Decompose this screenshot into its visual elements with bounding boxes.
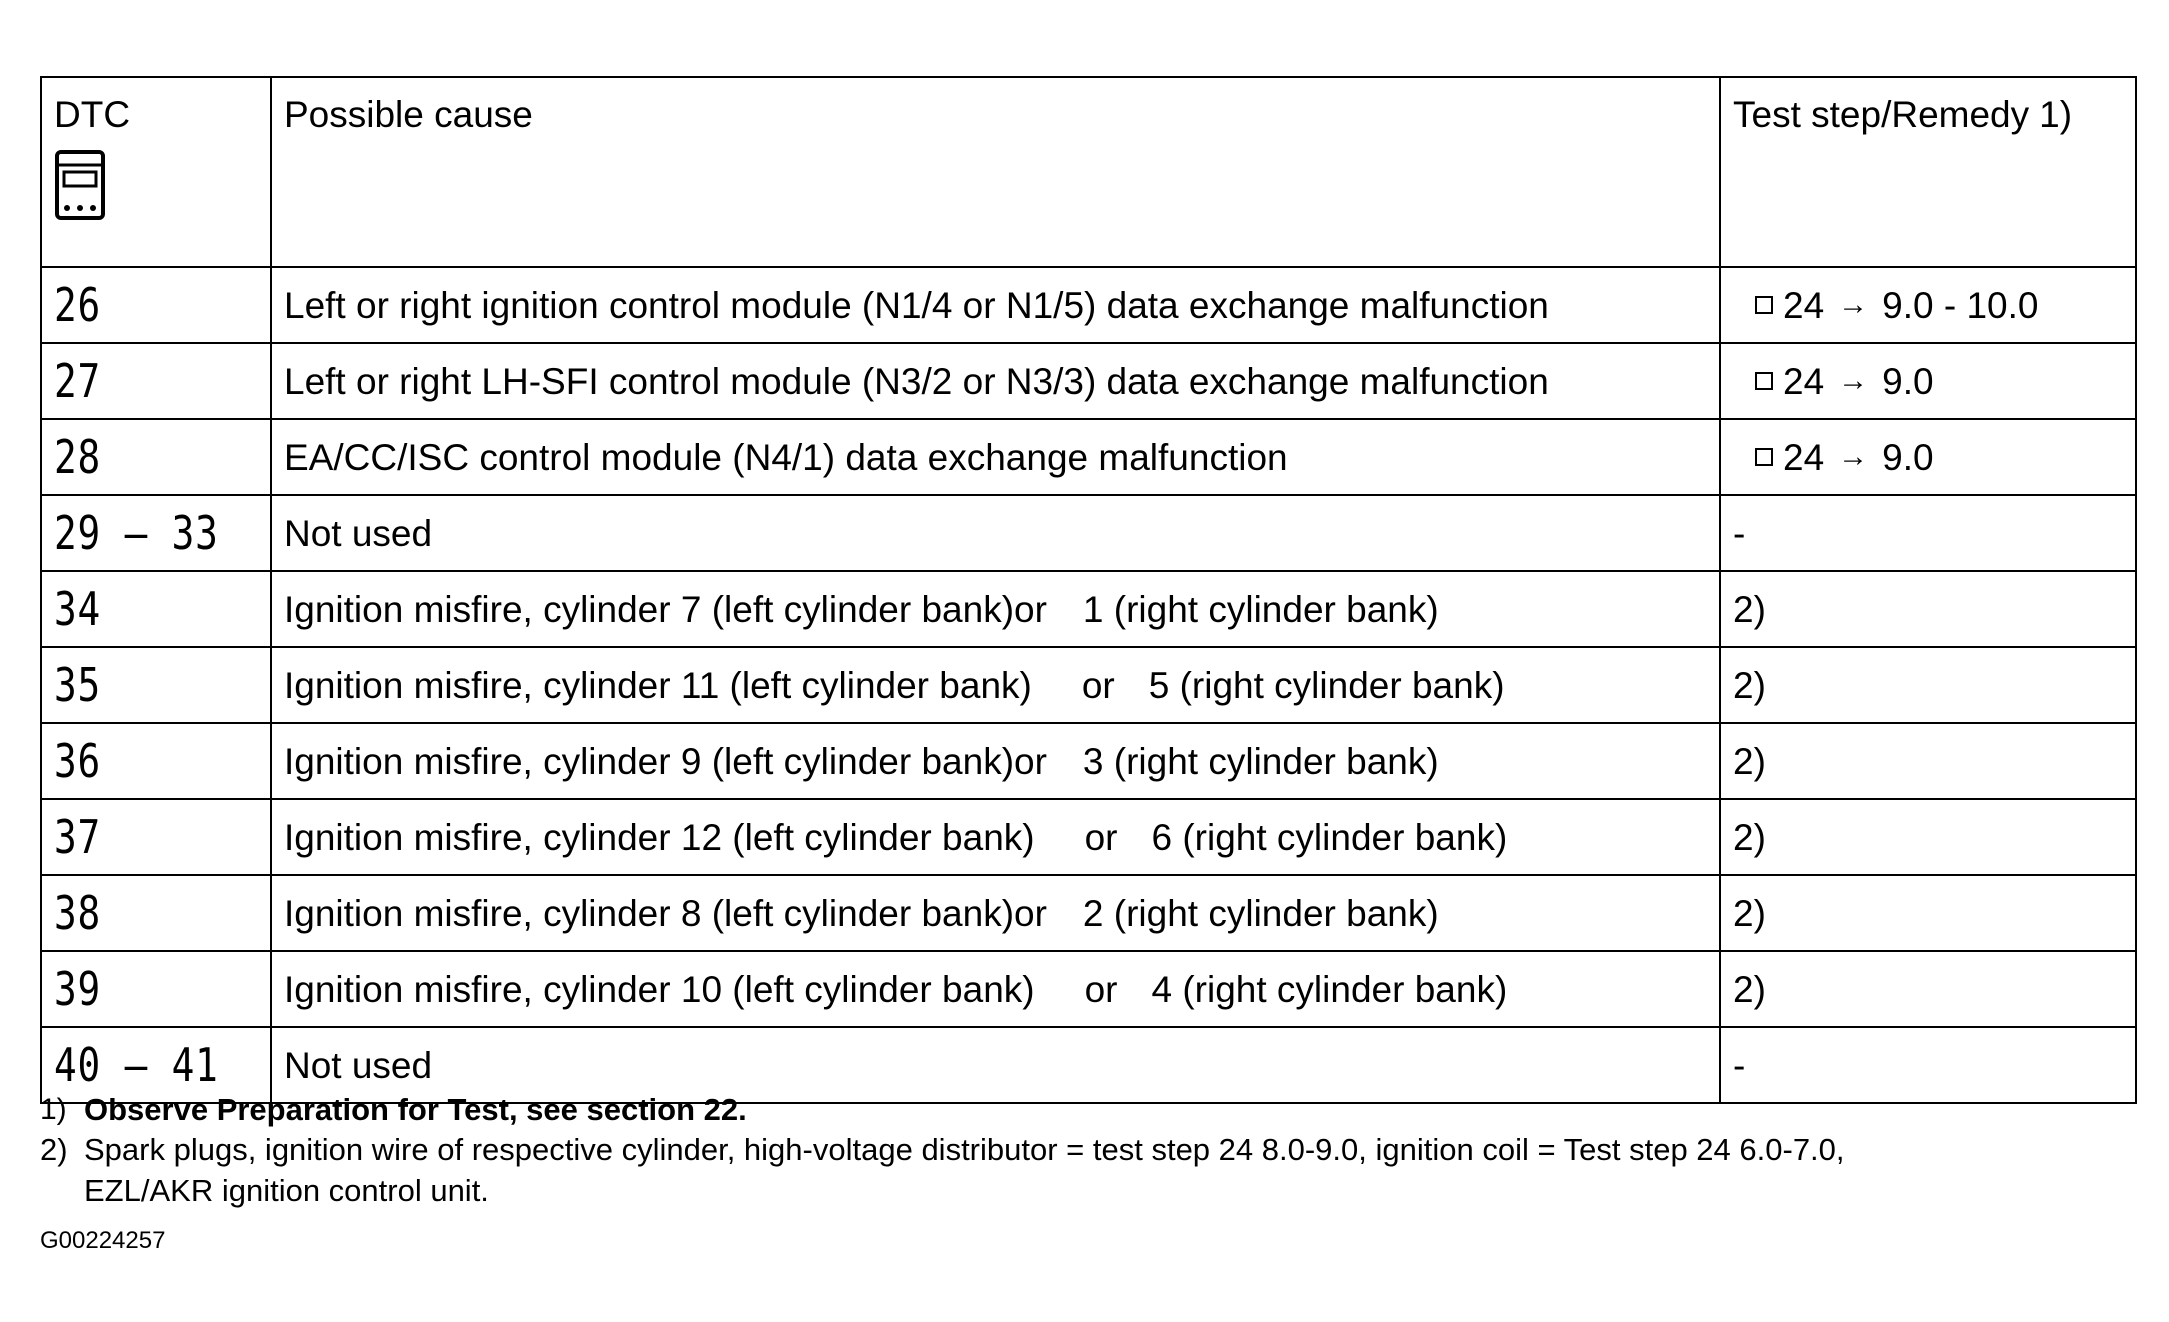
footnote-2	[40, 1130, 1845, 1211]
remedy-value: 9.0	[1882, 436, 1934, 478]
table-row	[41, 419, 2136, 495]
footnote-2-number: 2)	[40, 1132, 68, 1168]
cause-or: or	[1084, 816, 1118, 858]
square-box-icon	[1755, 372, 1773, 390]
square-box-icon	[1755, 296, 1773, 314]
cause-or: or	[1084, 968, 1118, 1010]
remedy-footnote-ref: 2)	[1733, 816, 1766, 858]
cause-text: Not used	[284, 1044, 433, 1086]
table-row	[41, 647, 2136, 723]
remedy-cell	[1733, 436, 2123, 478]
dtc-table	[40, 76, 2137, 1104]
cause-text: Ignition misfire, cylinder 7 (left cylinder bank)or	[284, 588, 1047, 630]
remedy-footnote-ref: 2)	[1733, 740, 1766, 782]
footnote-2-line-1: Spark plugs, ignition wire of respective cylinder, high-voltage distributor = test step 24 8.0-9.0, ignition coil = Test step 24 6.0-7.0,	[84, 1132, 1845, 1168]
footnote-2-line-2: EZL/AKR ignition control unit.	[84, 1172, 489, 1208]
dtc-code: 28	[54, 430, 102, 484]
remedy-step: 24	[1783, 284, 1825, 326]
impulse-counter-icon	[54, 149, 106, 221]
header-remedy-cell	[1720, 77, 2136, 267]
table-row	[41, 951, 2136, 1027]
dtc-code: 40 – 41	[54, 1038, 219, 1092]
remedy-footnote-ref: 2)	[1733, 968, 1766, 1010]
footnote-1	[40, 1090, 1845, 1130]
remedy-cell	[1733, 284, 2123, 326]
dtc-code: 29 – 33	[54, 506, 219, 560]
header-cause: Possible cause	[284, 94, 533, 135]
cause-text-right-bank: 3 (right cylinder bank)	[1082, 740, 1439, 782]
remedy-value: 9.0	[1882, 360, 1934, 402]
remedy-footnote-ref: 2)	[1733, 588, 1766, 630]
remedy-footnote-ref: 2)	[1733, 664, 1766, 706]
footnote-1-number: 1)	[40, 1093, 67, 1126]
footnotes	[40, 1090, 1845, 1211]
table-row	[41, 799, 2136, 875]
dtc-code: 26	[54, 278, 102, 332]
square-box-icon	[1755, 448, 1773, 466]
document-id: G00224257	[40, 1227, 166, 1254]
cause-text: Ignition misfire, cylinder 12 (left cylinder bank)	[284, 816, 1035, 858]
footnote-1-text: Observe Preparation for Test, see section 22.	[84, 1092, 747, 1127]
table-row	[41, 495, 2136, 571]
cause-text: EA/CC/ISC control module (N4/1) data exchange malfunction	[284, 436, 1288, 478]
dtc-code: 39	[54, 962, 102, 1016]
remedy-footnote-ref: 2)	[1733, 892, 1766, 934]
cause-text-right-bank: 1 (right cylinder bank)	[1082, 588, 1439, 630]
dtc-code: 37	[54, 810, 102, 864]
remedy-cell	[1733, 360, 2123, 402]
remedy-step: 24	[1783, 360, 1825, 402]
cause-text-right-bank: 2 (right cylinder bank)	[1082, 892, 1439, 934]
cause-text: Ignition misfire, cylinder 8 (left cylinder bank)or	[284, 892, 1047, 934]
cause-text-right-bank: 5 (right cylinder bank)	[1148, 664, 1505, 706]
remedy-text: -	[1733, 1044, 1746, 1086]
remedy-value: 9.0 - 10.0	[1882, 284, 2039, 326]
remedy-step: 24	[1783, 436, 1825, 478]
table-row	[41, 267, 2136, 343]
arrow-right-icon: →	[1838, 440, 1869, 473]
cause-or: or	[1081, 664, 1115, 706]
dtc-code: 35	[54, 658, 102, 712]
cause-text: Ignition misfire, cylinder 11 (left cylinder bank)	[284, 664, 1032, 706]
table-row	[41, 571, 2136, 647]
dtc-code: 34	[54, 582, 102, 636]
remedy-text: -	[1733, 512, 1746, 554]
cause-text-right-bank: 6 (right cylinder bank)	[1151, 816, 1508, 858]
cause-text: Left or right ignition control module (N1/4 or N1/5) data exchange malfunction	[284, 284, 1549, 326]
header-remedy: Test step/Remedy	[1733, 94, 2030, 135]
table-row	[41, 343, 2136, 419]
cause-text: Left or right LH-SFI control module (N3/2 or N3/3) data exchange malfunction	[284, 360, 1549, 402]
header-cause-cell	[271, 77, 1720, 267]
header-dtc: DTC	[54, 94, 131, 135]
cause-text-right-bank: 4 (right cylinder bank)	[1151, 968, 1508, 1010]
dtc-code: 27	[54, 354, 102, 408]
header-remedy-footnote-ref: 1)	[2039, 94, 2073, 135]
dtc-code: 38	[54, 886, 102, 940]
table-row	[41, 723, 2136, 799]
table-row	[41, 875, 2136, 951]
dtc-code: 36	[54, 734, 102, 788]
cause-text: Ignition misfire, cylinder 10 (left cylinder bank)	[284, 968, 1035, 1010]
cause-text: Not used	[284, 512, 433, 554]
arrow-right-icon: →	[1838, 364, 1869, 397]
header-dtc-cell	[41, 77, 271, 267]
arrow-right-icon: →	[1838, 288, 1869, 321]
table-header-row	[41, 77, 2136, 267]
cause-text: Ignition misfire, cylinder 9 (left cylinder bank)or	[284, 740, 1047, 782]
